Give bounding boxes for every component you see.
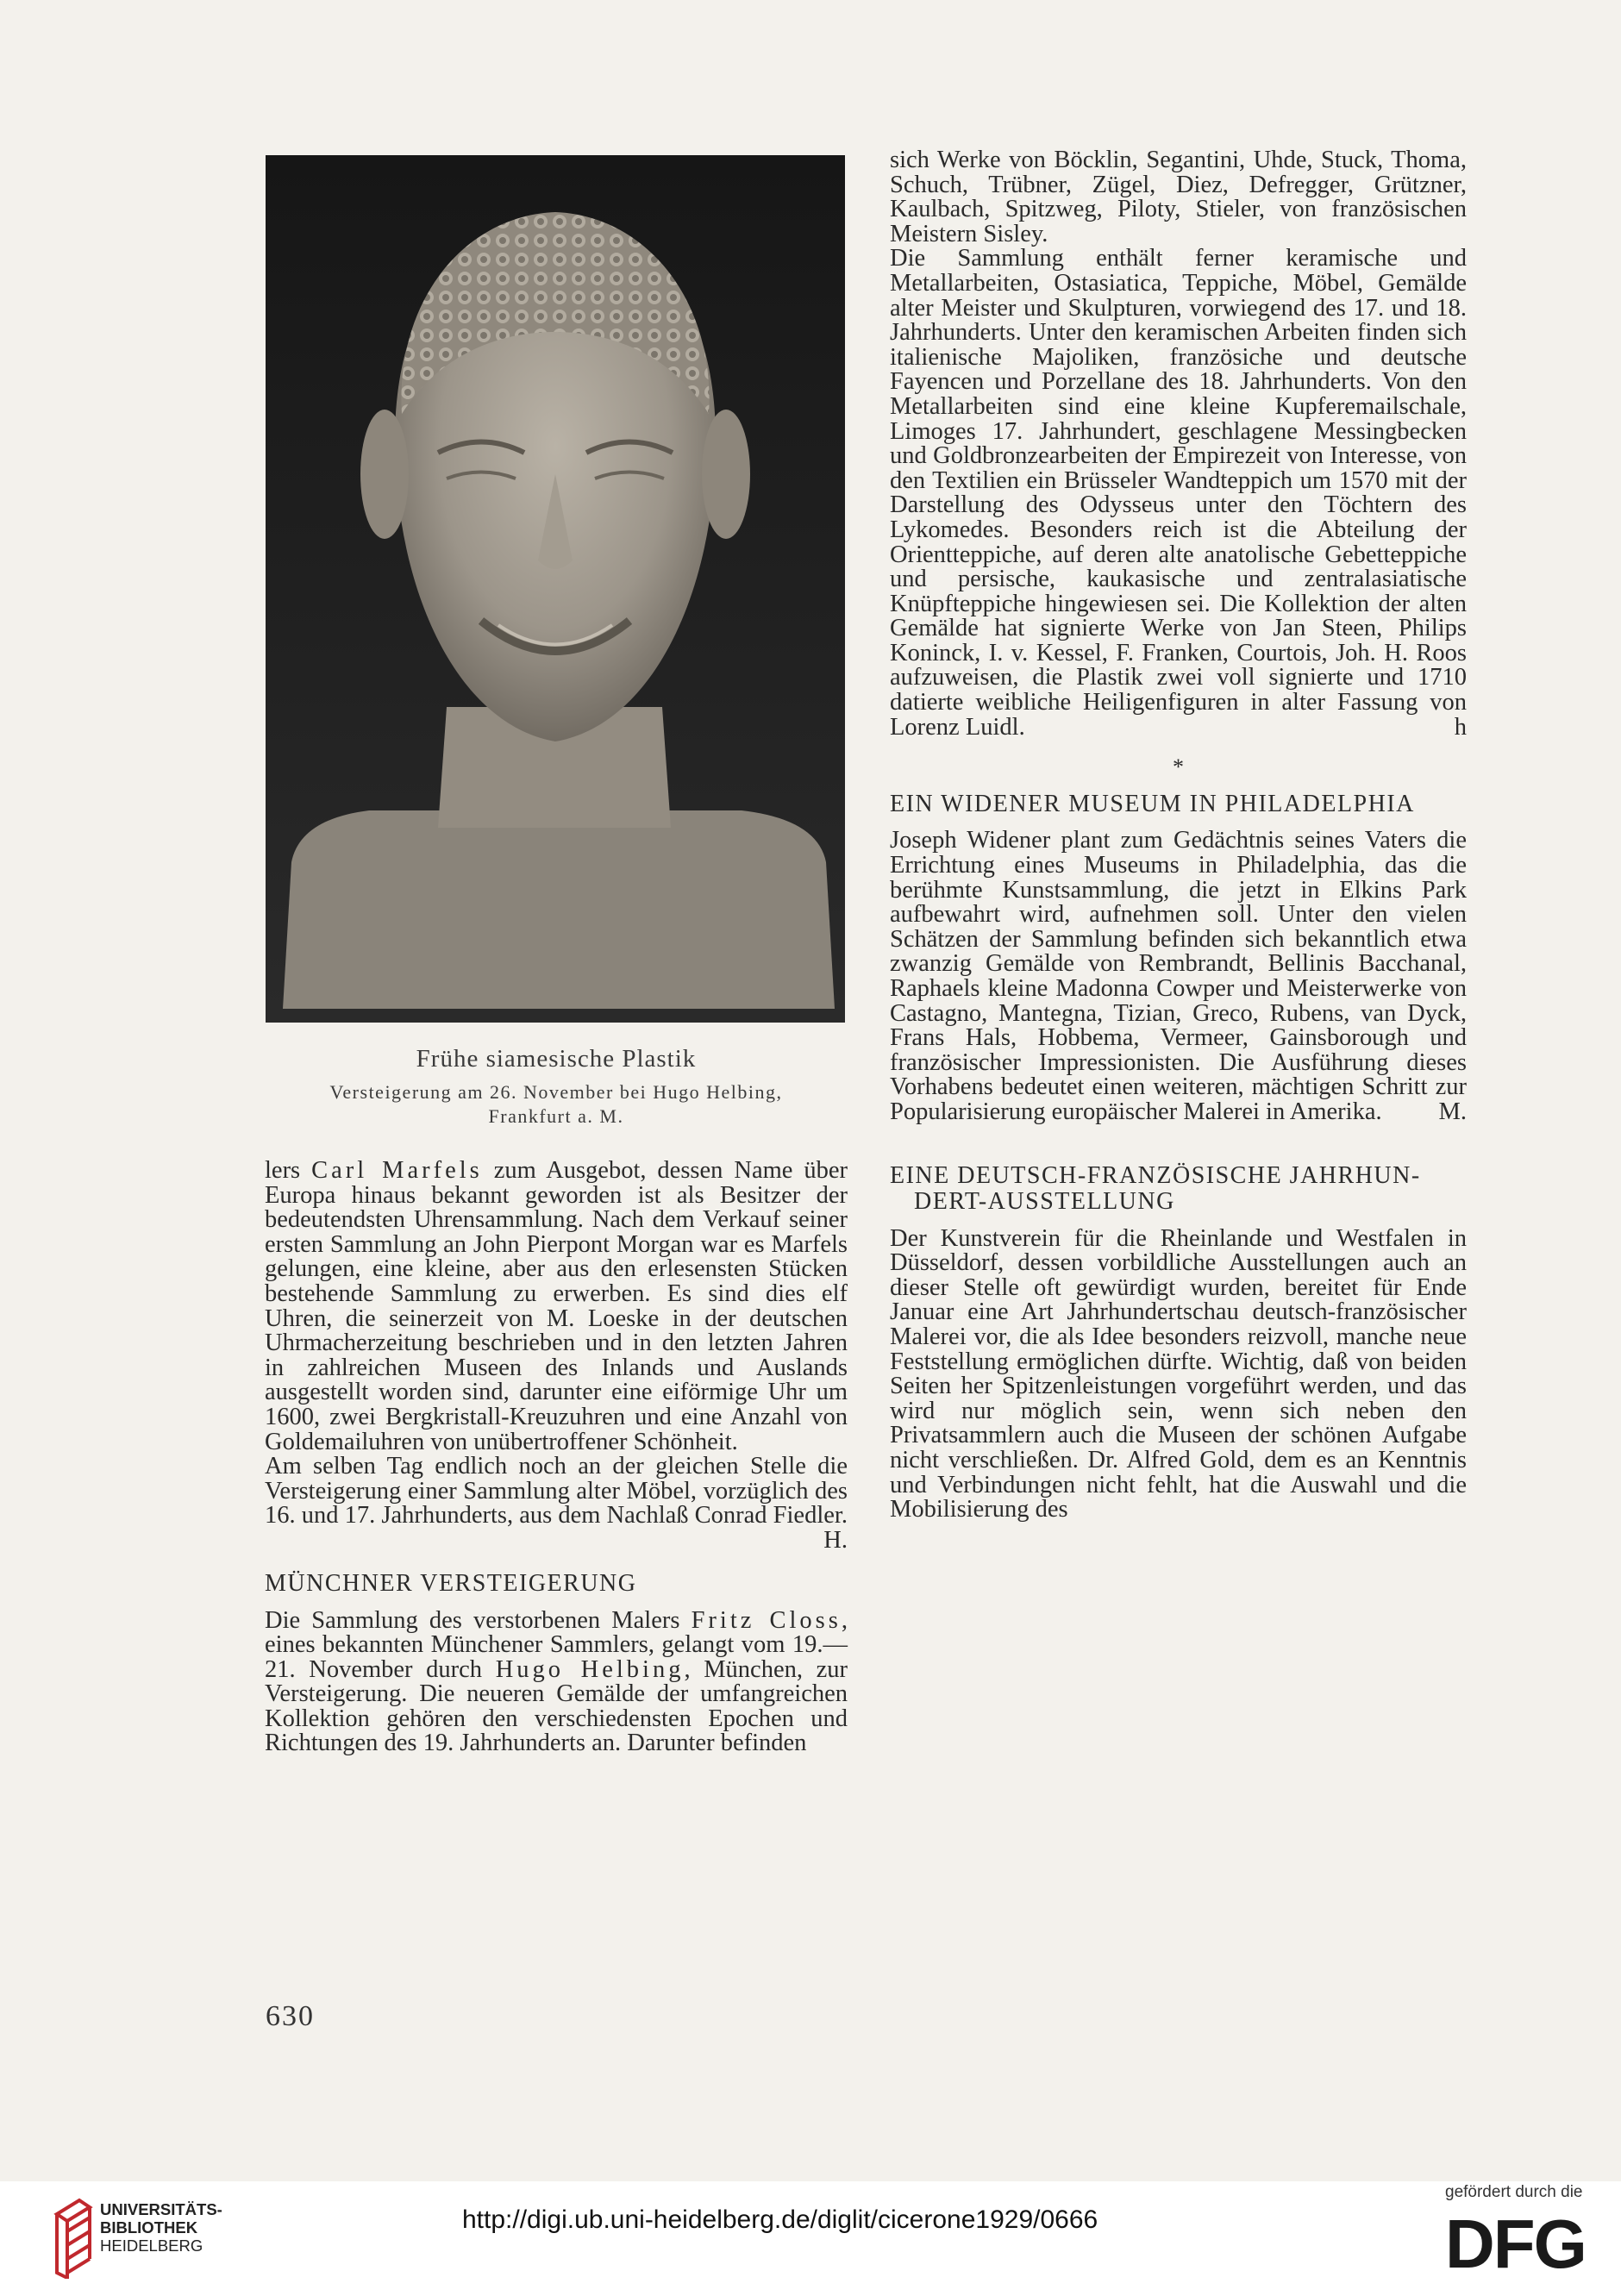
dfg-logo-text: DFG xyxy=(1445,2209,1586,2276)
permalink-url[interactable]: http://digi.ub.uni-heidelberg.de/diglit/cicerone1929/0666 xyxy=(462,2205,1098,2234)
text-run: Die Sammlung enthält ferner keramische und Metallarbeiten, Ostasiatica, Teppiche, Möbel, Gemälde alter Meister und Skulpturen, vorwiegend des 17. und 18. Jahrhunderts. Unter den keramischen Arbeiten finden sich italienische Majoliken, französiche und deutsche Fayencen und Porzellane des 18. Jahrhunderts. Von den Metallarbeiten sind eine kleine Kupferemailschale, Limoges 17. Jahrhundert, geschlagene Messingbecken und Goldbronzearbeiten der Empirezeit von Interesse, von den Textilien ein Brüsseler Wandteppich um 1570 mit der Darstellung des Odysseus unter den Töchtern des Lykomedes. Besonders reich ist die Abteilung der Orientteppiche, auf deren alte anatolische Gebetteppiche und persische, kaukasische und zentralasiatische Knüpfteppiche hingewiesen sei. Die Kollektion der alten Gemälde hat signierte Werke von Jan Steen, Philips Koninck, I. v. Kessel, F. Franken, Courtois, Joh. H. Roos aufzuweisen, die Plastik zwei voll signierte und 1710 datierte weibliche Heiligenfiguren in alter Fassung von Lorenz Luidl. xyxy=(890,245,1467,741)
paragraph: sich Werke von Böcklin, Segantini, Uhde, Stuck, Thoma, Schuch, Trübner, Zügel, Diez, Defregger, Grützner, Kaulbach, Spitzweg, Piloty, Stieler, von französischen Meistern Sisley. xyxy=(890,147,1467,247)
section-separator-star: * xyxy=(1173,754,1184,780)
paragraph xyxy=(265,1159,848,1455)
section-heading: MÜNCHNER VERSTEIGERUNG xyxy=(265,1569,637,1597)
figure-caption-title: Frühe siamesische Plastik xyxy=(416,1045,697,1073)
paragraph: Der Kunstverein für die Rheinlande und Westfalen in Düsseldorf, dessen vorbildliche Ausstellungen auch an dieser Stelle oft gewürdigt wurden, bereitet für Ende Januar eine Art Jahrhundertschau deutsch-französischer Malerei vor, die als Idee besonders reizvoll, manche neue Feststellung ermöglichen dürfte. Wichtig, daß von beiden Seiten her Spitzenleistungen vorgeführt werden, und das wird nur möglich sein, wenn sich neben den Privatsammlern auch die Museen der schönen Aufgabe nicht verschließen. Dr. Alfred Gold, dem es an Kenntnis und Verbindungen nicht fehlt, hat die Auswahl und die Mobilisierung des xyxy=(890,1224,1467,1523)
paragraph xyxy=(265,1606,848,1757)
section-heading: EIN WIDENER MUSEUM IN PHILADELPHIA xyxy=(890,790,1415,817)
figure-caption-details xyxy=(259,1080,854,1129)
footer-bar xyxy=(0,2181,1621,2296)
text-run: Am selben Tag endlich noch an der gleichen Stelle die Versteigerung einer Sammlung alter Möbel, vorzüglich des 16. und 17. Jahrhunderts, aus dem Nachlaß Conrad Fiedler. xyxy=(265,1453,848,1530)
library-name-line: HEIDELBERG xyxy=(100,2237,203,2255)
library-name-line: UNIVERSITÄTS- xyxy=(100,2200,222,2218)
section-heading xyxy=(890,1163,1467,1215)
text-run: Die Sammlung des verstorbenen Malers xyxy=(265,1606,692,1634)
auctioneer-name: Hugo Helbing xyxy=(495,1655,685,1683)
collector-name: Carl Marfels xyxy=(311,1157,483,1184)
funding-label: gefördert durch die xyxy=(1445,2183,1583,2201)
library-name-line: BIBLIOTHEK xyxy=(100,2218,198,2237)
sculpture-photo xyxy=(266,155,845,1023)
text-run: , München, zur Versteigerung. Die neueren Gemälde der umfangreichen Kollektion gehören den verschiedensten Epochen und Richtungen des 19. Jahrhunderts an. Darunter befinden xyxy=(265,1655,848,1757)
left-column xyxy=(265,1159,848,1756)
university-library-name[interactable] xyxy=(100,2200,222,2255)
paragraph xyxy=(890,829,1467,1124)
caption-line: Frankfurt a. M. xyxy=(488,1105,624,1127)
text-run: , eines bekannten Münchener Sammlers, gelangt vom 19.—21. November durch xyxy=(265,1606,848,1683)
dfg-logo-icon[interactable] xyxy=(1445,2209,1600,2276)
author-initial: M. xyxy=(1438,1098,1467,1125)
heading-line: EINE DEUTSCH-FRANZÖSISCHE JAHRHUN- xyxy=(890,1161,1421,1189)
painter-name: Fritz Closs xyxy=(691,1606,842,1634)
text-run: lers xyxy=(265,1157,312,1184)
right-column xyxy=(890,148,1467,1523)
university-library-logo-icon[interactable] xyxy=(53,2197,93,2279)
page-number: 630 xyxy=(266,2000,315,2032)
text-run: Joseph Widener plant zum Gedächtnis seines Vaters die Errichtung eines Museums in Philadelphia, das die berühmte Kunstsammlung, die jetzt in Elkins Park aufbewahrt wird, aufnehmen soll. Unter den vielen Schätzen der Sammlung befinden sich bekanntlich etwa zwanzig Gemälde von Rembrandt, Bellinis Bacchanal, Raphaels kleine Madonna Cowper und Meisterwerke von Castagno, Mantegna, Tizian, Greco, Rubens, van Dyck, Frans Hals, Hobbema, Vermeer, Gainsborough und französischer Impressionisten. Die Ausführung dieses Vorhabens bedeutet einen weiteren, mächtigen Schritt zur Popularisierung europäischer Malerei in Amerika. xyxy=(890,827,1467,1125)
caption-line: Versteigerung am 26. November bei Hugo Helbing, xyxy=(329,1081,783,1103)
author-initial: h xyxy=(1454,713,1467,741)
heading-line: DERT-AUSSTELLUNG xyxy=(914,1187,1175,1215)
paragraph xyxy=(265,1453,848,1554)
author-initial: H. xyxy=(823,1526,848,1554)
siamese-head-image xyxy=(266,155,845,1023)
paragraph xyxy=(890,247,1467,740)
text-run: zum Ausgebot, dessen Name über Europa hinaus bekannt geworden ist als Besitzer der bedeutendsten Uhrensammlung. Nach dem Verkauf seiner ersten Sammlung an John Pierpont Morgan war es Marfels gelungen, eine kleine, aber aus den erlesensten Stücken bestehende Sammlung zu erwerben. Es sind dies elf Uhren, die seinerzeit von M. Loeske in der deutschen Uhrmacherzeitung beschrieben und in den letzten Jahren in zahlreichen Museen des Inlands und Auslands ausgestellt worden sind, darunter eine eiförmige Uhr um 1600, zwei Bergkristall-Kreuzuhren und eine Anzahl von Goldemailuhren von unübertroffener Schönheit. xyxy=(265,1157,848,1455)
